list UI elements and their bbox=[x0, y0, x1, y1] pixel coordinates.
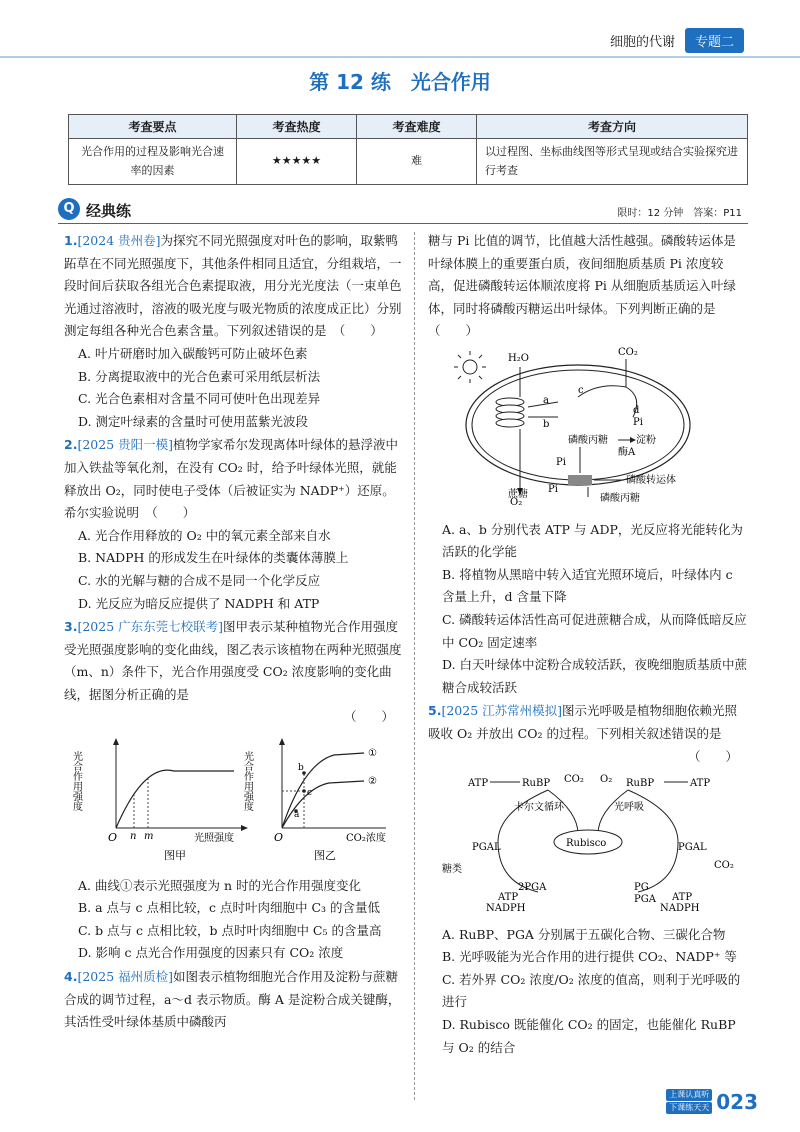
thylakoid-stack bbox=[496, 398, 524, 427]
figure-q5 bbox=[428, 772, 748, 912]
page-footer bbox=[666, 1089, 758, 1114]
question-4 bbox=[64, 966, 404, 1034]
table-header: 考查要点 bbox=[69, 115, 237, 139]
label-atp-bottom-right: ATP bbox=[672, 892, 693, 904]
label-2pga: 2PGA bbox=[518, 882, 547, 894]
point-a: a bbox=[294, 810, 300, 821]
option-b[interactable]: B. 光呼吸能为光合作用的进行提供 CO₂、NADP⁺ 等 bbox=[442, 949, 737, 965]
figure-q4 bbox=[428, 347, 748, 507]
question-source: [2025 贵阳一模] bbox=[77, 437, 173, 453]
tick-n: n bbox=[130, 831, 137, 843]
label-photoresp: 光呼吸 bbox=[614, 802, 644, 814]
question-stem: 植物学家希尔发现离体叶绿体的悬浮液中加入铁盐等氧化剂，在没有 CO₂ 时，给予叶绿体光照，就能释放出 O₂，同时使电子受体（后被证实为 NADP⁺）还原。希尔实验说明 （ ） bbox=[64, 437, 399, 521]
option-d[interactable]: D. 测定叶绿素的含量时可使用蓝紫光波段 bbox=[78, 413, 309, 429]
table-header: 考查方向 bbox=[477, 115, 748, 139]
label-h2o: H₂O bbox=[508, 352, 529, 364]
question-stem: 为探究不同光照强度对叶色的影响，取紫鸭跖草在不同光照强度下，其他条件相同且适宜，分组栽培，一段时间后获取各组光合色素提取液，用分光光度法（一束单色光通过溶液时，溶液的吸光度与吸光物质的浓度成正比）分别测定每组各种光合色素含量。下列叙述错误的是 （ ） bbox=[64, 233, 402, 339]
option-a[interactable]: A. RuBP、PGA 分别属于五碳化合物、三碳化合物 bbox=[442, 926, 726, 942]
label-calvin: 卡尔文循环 bbox=[514, 802, 564, 814]
section-bar bbox=[58, 198, 748, 224]
label-triose: 磷酸丙糖 bbox=[568, 434, 608, 446]
time-limit: 限时：12 分钟 答案：P11 bbox=[617, 208, 742, 219]
question-5 bbox=[428, 700, 748, 1059]
origin-yi: O bbox=[274, 831, 284, 845]
question-number: 3. bbox=[64, 619, 78, 635]
label-starch: 淀粉 bbox=[636, 434, 656, 446]
tick-m: m bbox=[144, 831, 154, 843]
xlabel-jia: 光照强度 bbox=[194, 833, 234, 845]
question-number: 2. bbox=[64, 437, 78, 453]
option-c[interactable]: C. 若外界 CO₂ 浓度/O₂ 浓度的值高，则利于光呼吸的进行 bbox=[442, 971, 741, 1010]
table-cell: 以过程图、坐标曲线图等形式呈现或结合实验探究进行考查 bbox=[477, 139, 748, 185]
option-d[interactable]: D. 光反应为暗反应提供了 NADPH 和 ATP bbox=[78, 595, 320, 611]
point-c: c bbox=[307, 788, 313, 799]
page-number: 023 bbox=[716, 1089, 758, 1114]
label-nadph-left: NADPH bbox=[486, 903, 526, 913]
question-3 bbox=[64, 616, 404, 965]
option-b[interactable]: B. 将植物从黑暗中转入适宜光照环境后，叶绿体内 c 含量上升，d 含量下降 bbox=[442, 566, 733, 605]
question-stem: 图示光呼吸是植物细胞依赖光照吸收 O₂ 并放出 CO₂ 的过程。下列相关叙述错误的是 bbox=[428, 703, 738, 741]
header-topic: 细胞的代谢 bbox=[609, 35, 675, 50]
question-stem: 糖与 Pi 比值的调节，比值越大活性越强。磷酸转运体是叶绿体膜上的重要蛋白质，夜间细胞质基质 Pi 浓度较高，促进磷酸转运体顺浓度将 Pi 从细胞质基质运入叶绿体，同时将磷酸丙糖运出叶绿体。下列判断正确的是 （ ） bbox=[428, 233, 736, 339]
label-atp-left: ATP bbox=[468, 778, 489, 790]
label-sucrose: 蔗糖 bbox=[508, 488, 528, 500]
question-source: [2025 江苏常州模拟] bbox=[441, 703, 562, 719]
label-o2-top: O₂ bbox=[600, 774, 613, 786]
label-atp-bottom-left: ATP bbox=[498, 892, 519, 904]
label-pi-3: Pi bbox=[548, 483, 558, 495]
option-c[interactable]: C. 磷酸转运体活性高可促进蔗糖合成，从而降低暗反应中 CO₂ 固定速率 bbox=[442, 611, 747, 650]
label-rubp-right: RuBP bbox=[626, 778, 655, 790]
table-header: 考查难度 bbox=[357, 115, 477, 139]
table-row bbox=[69, 139, 748, 185]
header-badge: 专题二 bbox=[685, 28, 744, 53]
curve-2: ② bbox=[368, 776, 377, 788]
graph-jia bbox=[71, 738, 249, 862]
ylabel-jia: 光合作用强度 bbox=[70, 751, 82, 812]
left-column bbox=[64, 230, 404, 1035]
option-d[interactable]: D. Rubisco 既能催化 CO₂ 的固定，也能催化 RuBP 与 O₂ 的结合 bbox=[442, 1017, 736, 1055]
ylabel-yi: 光合作用强度 bbox=[241, 751, 253, 812]
label-rubp-left: RuBP bbox=[522, 778, 551, 790]
question-source: [2025 广东东莞七校联考] bbox=[77, 619, 223, 635]
option-d[interactable]: D. 白天叶绿体中淀粉合成较活跃，夜晚细胞质基质中蔗糖合成较活跃 bbox=[442, 657, 748, 695]
label-atp-right: ATP bbox=[690, 778, 711, 790]
option-c[interactable]: C. 水的光解与糖的合成不是同一个化学反应 bbox=[78, 572, 321, 588]
figure-q3 bbox=[64, 733, 394, 863]
column-divider bbox=[414, 232, 415, 1100]
option-a[interactable]: A. 曲线①表示光照强度为 n 时的光合作用强度变化 bbox=[78, 877, 361, 893]
option-a[interactable]: A. 叶片研磨时加入碳酸钙可防止破坏色素 bbox=[78, 345, 308, 361]
option-a[interactable]: A. 光合作用释放的 O₂ 中的氧元素全部来自水 bbox=[78, 527, 331, 543]
graph-yi bbox=[242, 738, 387, 862]
label-rubisco: Rubisco bbox=[566, 838, 607, 850]
option-c[interactable]: C. 光合色素相对含量不同可使叶色出现差异 bbox=[78, 391, 321, 407]
section-title: 经典练 bbox=[86, 202, 132, 220]
answer-bracket: （ ） bbox=[343, 709, 394, 725]
curve-1: ① bbox=[368, 748, 377, 760]
table-header: 考查热度 bbox=[237, 115, 357, 139]
origin-jia: O bbox=[108, 831, 118, 845]
xlabel-yi: CO₂浓度 bbox=[346, 833, 386, 845]
label-o2: O₂ bbox=[510, 496, 523, 507]
label-triose-2: 磷酸丙糖 bbox=[600, 492, 640, 504]
question-number: 1. bbox=[64, 233, 78, 248]
question-source: [2025 福州质检] bbox=[77, 969, 173, 985]
label-pi-1: Pi bbox=[633, 416, 643, 428]
label-pgal-right: PGAL bbox=[678, 842, 707, 854]
question-2 bbox=[64, 434, 404, 615]
search-icon: Q bbox=[58, 198, 80, 220]
label-co2-right: CO₂ bbox=[714, 860, 734, 872]
table-cell: ★★★★★ bbox=[237, 139, 357, 185]
page-header bbox=[610, 28, 744, 53]
question-stem: 如图表示植物细胞光合作用及淀粉与蔗糖合成的调节过程，a～d 表示物质。酶 A 是淀粉合成关键酶，其活性受叶绿体基质中磷酸丙 bbox=[64, 969, 401, 1030]
label-a: a bbox=[543, 394, 549, 406]
label-c: c bbox=[578, 384, 584, 396]
table-cell: 光合作用的过程及影响光合速率的因素 bbox=[69, 139, 237, 185]
right-column bbox=[428, 230, 748, 1060]
answer-bracket: （ ） bbox=[687, 748, 738, 764]
label-co2-top: CO₂ bbox=[564, 774, 584, 786]
footer-tag: 上课认真听 bbox=[666, 1089, 712, 1101]
footer-tag: 下课练天天 bbox=[666, 1102, 712, 1114]
option-c[interactable]: C. b 点与 c 点相比较，b 点时叶肉细胞中 C₅ 的含量高 bbox=[78, 922, 382, 938]
label-d: d bbox=[633, 404, 640, 416]
question-number: 5. bbox=[428, 703, 442, 719]
question-source: [2024 贵州卷] bbox=[77, 233, 161, 248]
label-pgal-left: PGAL bbox=[472, 842, 501, 854]
header-rule bbox=[0, 56, 800, 58]
question-4-continued bbox=[428, 230, 748, 699]
label-nadph-right: NADPH bbox=[660, 903, 700, 913]
label-pg: PG bbox=[634, 882, 649, 894]
option-b[interactable]: B. a 点与 c 点相比较，c 点时叶肉细胞中 C₃ 的含量低 bbox=[78, 900, 381, 916]
label-transporter: 磷酸转运体 bbox=[626, 474, 676, 486]
label-enzyme: 酶A bbox=[618, 446, 636, 458]
transporter-shape bbox=[568, 475, 592, 485]
option-b[interactable]: B. NADPH 的形成发生在叶绿体的类囊体薄膜上 bbox=[78, 550, 349, 566]
table-cell: 难 bbox=[357, 139, 477, 185]
label-pi-2: Pi bbox=[556, 456, 566, 468]
caption-yi: 图乙 bbox=[314, 849, 336, 863]
label-sugar: 糖类 bbox=[442, 864, 462, 876]
label-pga: PGA bbox=[634, 894, 656, 906]
option-b[interactable]: B. 分离提取液中的光合色素可采用纸层析法 bbox=[78, 368, 321, 384]
caption-jia: 图甲 bbox=[164, 849, 186, 863]
label-co2: CO₂ bbox=[618, 346, 638, 358]
page-title: 第 12 练 光合作用 bbox=[309, 70, 491, 94]
label-b: b bbox=[543, 418, 550, 430]
requirements-table bbox=[68, 114, 748, 185]
question-1 bbox=[64, 230, 404, 433]
option-a[interactable]: A. a、b 分别代表 ATP 与 ADP，光反应将光能转化为活跃的化学能 bbox=[442, 521, 743, 560]
option-d[interactable]: D. 影响 c 点光合作用强度的因素只有 CO₂ 浓度 bbox=[78, 945, 344, 961]
point-b: b bbox=[298, 763, 304, 774]
question-stem: 图甲表示某种植物光合作用强度受光照强度影响的变化曲线，图乙表示该植物在两种光照强度（m、n）条件下，光合作用强度受 CO₂ 浓度影响的变化曲线，据图分析正确的是 bbox=[64, 619, 402, 702]
sun-icon bbox=[454, 351, 486, 383]
question-number: 4. bbox=[64, 969, 78, 985]
